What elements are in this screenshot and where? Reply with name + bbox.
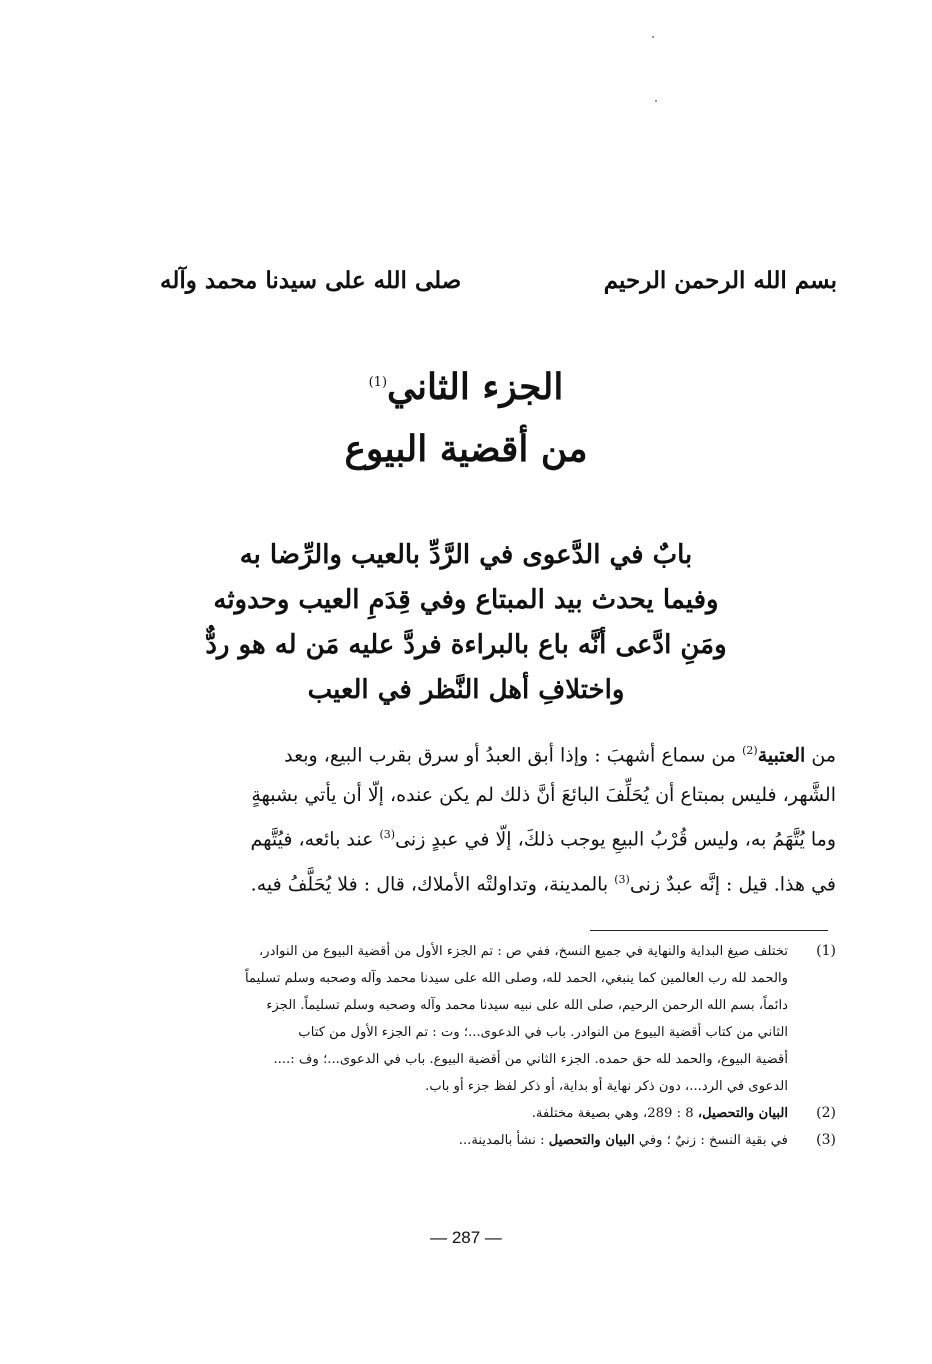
footnote-ref: (3) [614, 872, 630, 886]
footnotes [168, 938, 836, 1154]
footnote-number: (2) [816, 1105, 836, 1121]
part-title [0, 352, 932, 480]
page-number: — 287 — [430, 1228, 502, 1247]
footnote-line: تختلف صيغ البداية والنهاية في جميع النسخ، ففي ص : تم الجزء الأول من أقضية البيوع من النوادر، [259, 944, 788, 959]
footnote-text [168, 1100, 788, 1127]
footnote-body: في بقية النسخ : زنيٌ ؛ وفي [634, 1133, 788, 1148]
source-title: البيان والتحصيل [548, 1133, 635, 1148]
footnote-line: الثاني من كتاب أقضية البيوع من النوادر. باب في الدعوى...؛ وت : تم الجزء الأول من كتاب [298, 1025, 788, 1040]
footnote-text [168, 938, 788, 1100]
body-line: الشَّهر، فليس بمبتاع أن يُحَلِّفَ البائعَ أنَّ ذلك لم يكن عنده، إلّا أن يأتي بشبهةٍ [251, 784, 836, 807]
chapter-heading-line: وفيما يحدث بيد المبتاع وفي قِدَمِ العيب وحدوثه [213, 585, 719, 615]
body-text: في هذا. قيل : إنَّه عبدٌ زنى [629, 872, 836, 895]
footnote-3 [168, 1127, 836, 1154]
chapter-heading-line: بابٌ في الدَّعوى في الرَّدِّ بالعيب والرِّضا به [239, 540, 693, 570]
footnote-1 [168, 938, 836, 1100]
body-text: وما يُتَّهَمُ به، وليس قُرْبُ البيعِ يوجب ذلكَ، إلّا في عبدٍ زنى [395, 828, 836, 851]
body-text: من سماع أشهبَ : وإذا أبق العبدُ أو سرق بقرب البيع، وبعد [284, 744, 743, 767]
footnote-ref: (2) [742, 744, 758, 757]
footnote-ref: (3) [379, 828, 396, 842]
scan-speck [655, 100, 657, 102]
footnote-body: 8 : 289، وهي بصيغة مختلفة. [531, 1106, 698, 1121]
body-line [168, 860, 836, 904]
footnote-2 [168, 1100, 836, 1127]
part-title-line1 [0, 352, 932, 418]
source-title: العتبية [757, 744, 806, 767]
part-title-line2: من أقضية البيوع [344, 428, 588, 470]
header-row [160, 258, 837, 302]
chapter-heading-line: ومَنِ ادَّعى أنَّه باع بالبراءة فردَّ عليه مَن له هو ردٌّ [205, 630, 727, 660]
footnote-number: (1) [816, 943, 836, 959]
basmala: بسم الله الرحمن الرحيم [603, 266, 837, 294]
source-title: البيان والتحصيل، [697, 1106, 788, 1121]
salutation: صلى الله على سيدنا محمد وآله [160, 266, 462, 294]
footnote-line: الدعوى في الرد...، دون ذكر نهاية أو بداية، أو ذكر لفظ جزء أو باب. [425, 1079, 788, 1094]
footnote-line: أقضية البيوع، والحمد لله حق حمده. الجزء الثاني من أقضية البيوع. باب في الدعوى...؛ وف :.... [273, 1052, 788, 1067]
part-title-text: الجزء الثاني [387, 366, 564, 408]
footnote-line: والحمد لله رب العالمين كما ينبغي، الحمد لله، وصلى الله على سيدنا محمد وآله وصحبه وسلم تسليماً [244, 971, 788, 986]
body-paragraph [168, 731, 836, 904]
body-text: بالمدينة، وتداولتْه الأملاك، قال : فلا يُحَلَّفُ فيه. [250, 872, 615, 895]
footnote-line: دائماً، بسم الله الرحمن الرحيم، صلى الله على نبيه سيدنا محمد وآله وصحبه وسلم تسليماً. الجزء [266, 998, 788, 1013]
footnote-ref: (1) [368, 375, 388, 390]
scan-speck [652, 36, 654, 38]
chapter-heading-line: واختلافِ أهل النَّظر في العيب [307, 675, 625, 705]
footnote-text [168, 1127, 788, 1154]
body-line [168, 815, 836, 859]
chapter-heading [140, 533, 792, 713]
body-text: عند بائعه، فيُتَّهم [250, 828, 380, 851]
footnote-body: : نشأ بالمدينة... [458, 1133, 549, 1148]
footnote-number: (3) [816, 1132, 836, 1148]
body-text: من [811, 744, 836, 767]
footnote-separator [590, 930, 828, 931]
body-line [168, 731, 836, 775]
